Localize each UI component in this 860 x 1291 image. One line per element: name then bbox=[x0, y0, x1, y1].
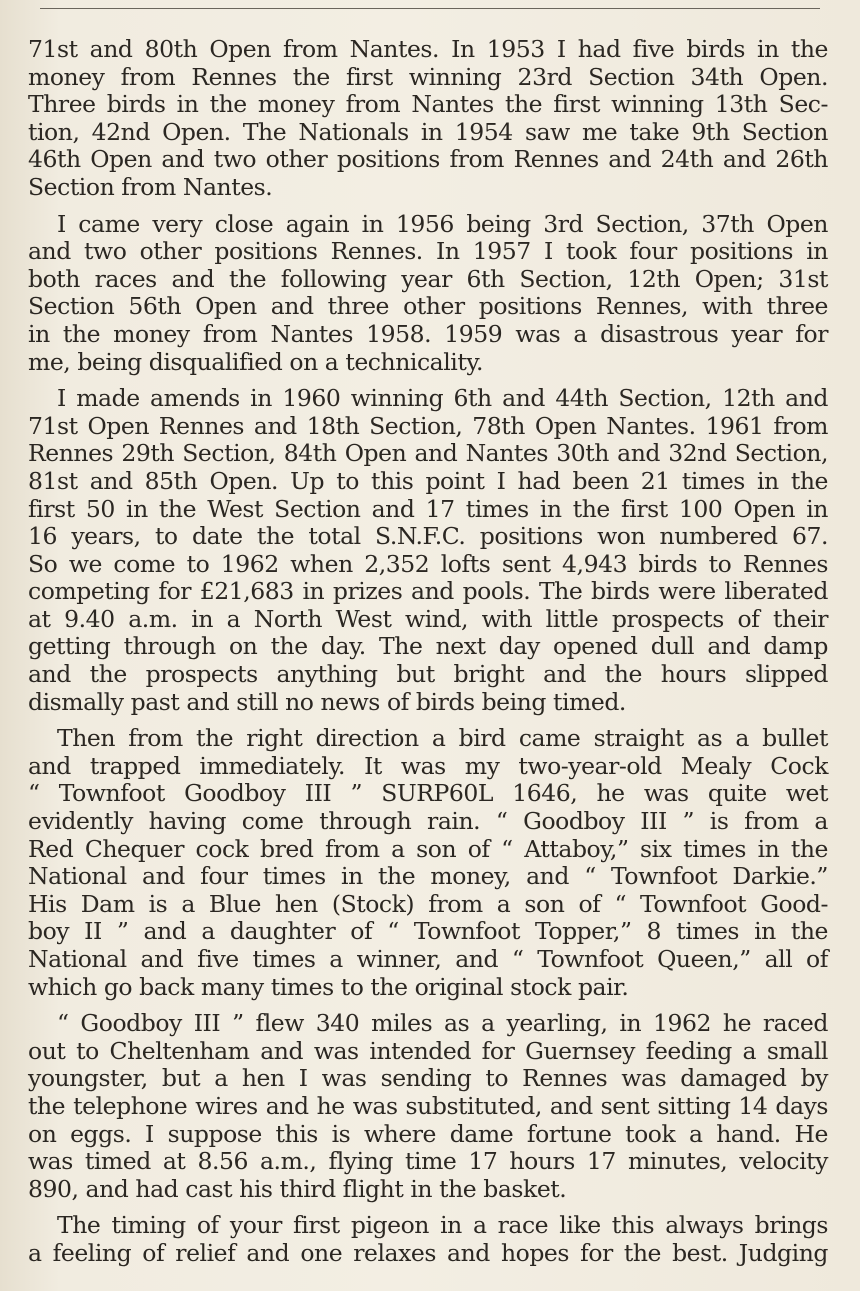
body-text bbox=[28, 36, 828, 1268]
text-line: first 50 in the West Section and 17 times in the first 100 Open in bbox=[28, 494, 828, 523]
text-line: 890, and had cast his third flight in the basket. bbox=[28, 1174, 567, 1203]
text-line: money from Rennes the first winning 23rd Section 34th Open. bbox=[28, 62, 828, 91]
text-line: was timed at 8.56 a.m., flying time 17 hours 17 minutes, velocity bbox=[28, 1147, 828, 1176]
text-line: “ Goodboy III ” flew 340 miles as a yearling, in 1962 he raced bbox=[57, 1009, 828, 1038]
text-line: at 9.40 a.m. in a North West wind, with little prospects of their bbox=[28, 604, 828, 633]
paragraph bbox=[28, 1212, 828, 1267]
text-line: Then from the right direction a bird came straight as a bullet bbox=[57, 724, 828, 753]
text-line: tion, 42nd Open. The Nationals in 1954 saw me take 9th Section bbox=[28, 117, 828, 146]
text-line: 16 years, to date the total S.N.F.C. positions won numbered 67. bbox=[28, 522, 828, 551]
text-line: which go back many times to the original stock pair. bbox=[28, 972, 629, 1001]
text-line: Rennes 29th Section, 84th Open and Nantes 30th and 32nd Section, bbox=[28, 439, 828, 468]
text-line: The timing of your first pigeon in a race like this always brings bbox=[57, 1211, 828, 1240]
text-line: I made amends in 1960 winning 6th and 44th Section, 12th and bbox=[57, 384, 828, 413]
text-line: 46th Open and two other positions from Rennes and 24th and 26th bbox=[28, 145, 828, 174]
text-line: 81st and 85th Open. Up to this point I had been 21 times in the bbox=[28, 466, 828, 495]
text-line: and trapped immediately. It was my two-year-old Mealy Cock bbox=[28, 751, 828, 780]
text-line: So we come to 1962 when 2,352 lofts sent 4,943 birds to Rennes bbox=[28, 549, 828, 578]
text-line: National and four times in the money, and “ Townfoot Darkie.” bbox=[28, 862, 828, 891]
paragraph bbox=[28, 1010, 828, 1203]
text-line: competing for £21,683 in prizes and pools. The birds were liberated bbox=[28, 577, 828, 606]
text-line: Red Chequer cock bred from a son of “ Attaboy,” six times in the bbox=[28, 834, 828, 863]
text-line: youngster, but a hen I was sending to Rennes was damaged by bbox=[28, 1064, 828, 1093]
paragraph bbox=[28, 36, 828, 202]
text-line: the telephone wires and he was substituted, and sent sitting 14 days bbox=[28, 1091, 828, 1120]
text-line: on eggs. I suppose this is where dame fortune took a hand. He bbox=[28, 1119, 828, 1148]
text-line: I came very close again in 1956 being 3rd Section, 37th Open bbox=[57, 209, 828, 238]
text-line: getting through on the day. The next day opened dull and damp bbox=[28, 632, 828, 661]
text-line: and two other positions Rennes. In 1957 I took four positions in bbox=[28, 237, 828, 266]
text-line: Section from Nantes. bbox=[28, 172, 273, 201]
text-line: Section 56th Open and three other positions Rennes, with three bbox=[28, 292, 828, 321]
text-line: “ Townfoot Goodboy III ” SURP60L 1646, he was quite wet bbox=[28, 779, 828, 808]
text-line: boy II ” and a daughter of “ Townfoot Topper,” 8 times in the bbox=[28, 917, 828, 946]
text-line: me, being disqualified on a technicality. bbox=[28, 347, 484, 376]
text-line: His Dam is a Blue hen (Stock) from a son of “ Townfoot Good- bbox=[28, 889, 828, 918]
text-line: dismally past and still no news of birds being timed. bbox=[28, 687, 626, 716]
paragraph bbox=[28, 385, 828, 716]
text-line: out to Cheltenham and was intended for Guernsey feeding a small bbox=[28, 1036, 828, 1065]
text-line: National and five times a winner, and “ Townfoot Queen,” all of bbox=[28, 945, 828, 973]
text-line: evidently having come through rain. “ Goodboy III ” is from a bbox=[28, 807, 828, 836]
header-rule bbox=[40, 8, 820, 9]
text-line: Three birds in the money from Nantes the first winning 13th Sec- bbox=[28, 90, 828, 119]
text-line: 71st and 80th Open from Nantes. In 1953 I had five birds in the bbox=[28, 35, 828, 63]
text-line: both races and the following year 6th Section, 12th Open; 31st bbox=[28, 264, 828, 293]
text-line: and the prospects anything but bright and the hours slipped bbox=[28, 660, 828, 689]
text-line: 71st Open Rennes and 18th Section, 78th Open Nantes. 1961 from bbox=[28, 411, 828, 440]
paragraph bbox=[28, 211, 828, 377]
paragraph bbox=[28, 725, 828, 1001]
text-line: a feeling of relief and one relaxes and hopes for the best. Judging bbox=[28, 1238, 828, 1267]
text-line: in the money from Nantes 1958. 1959 was a disastrous year for bbox=[28, 319, 828, 348]
